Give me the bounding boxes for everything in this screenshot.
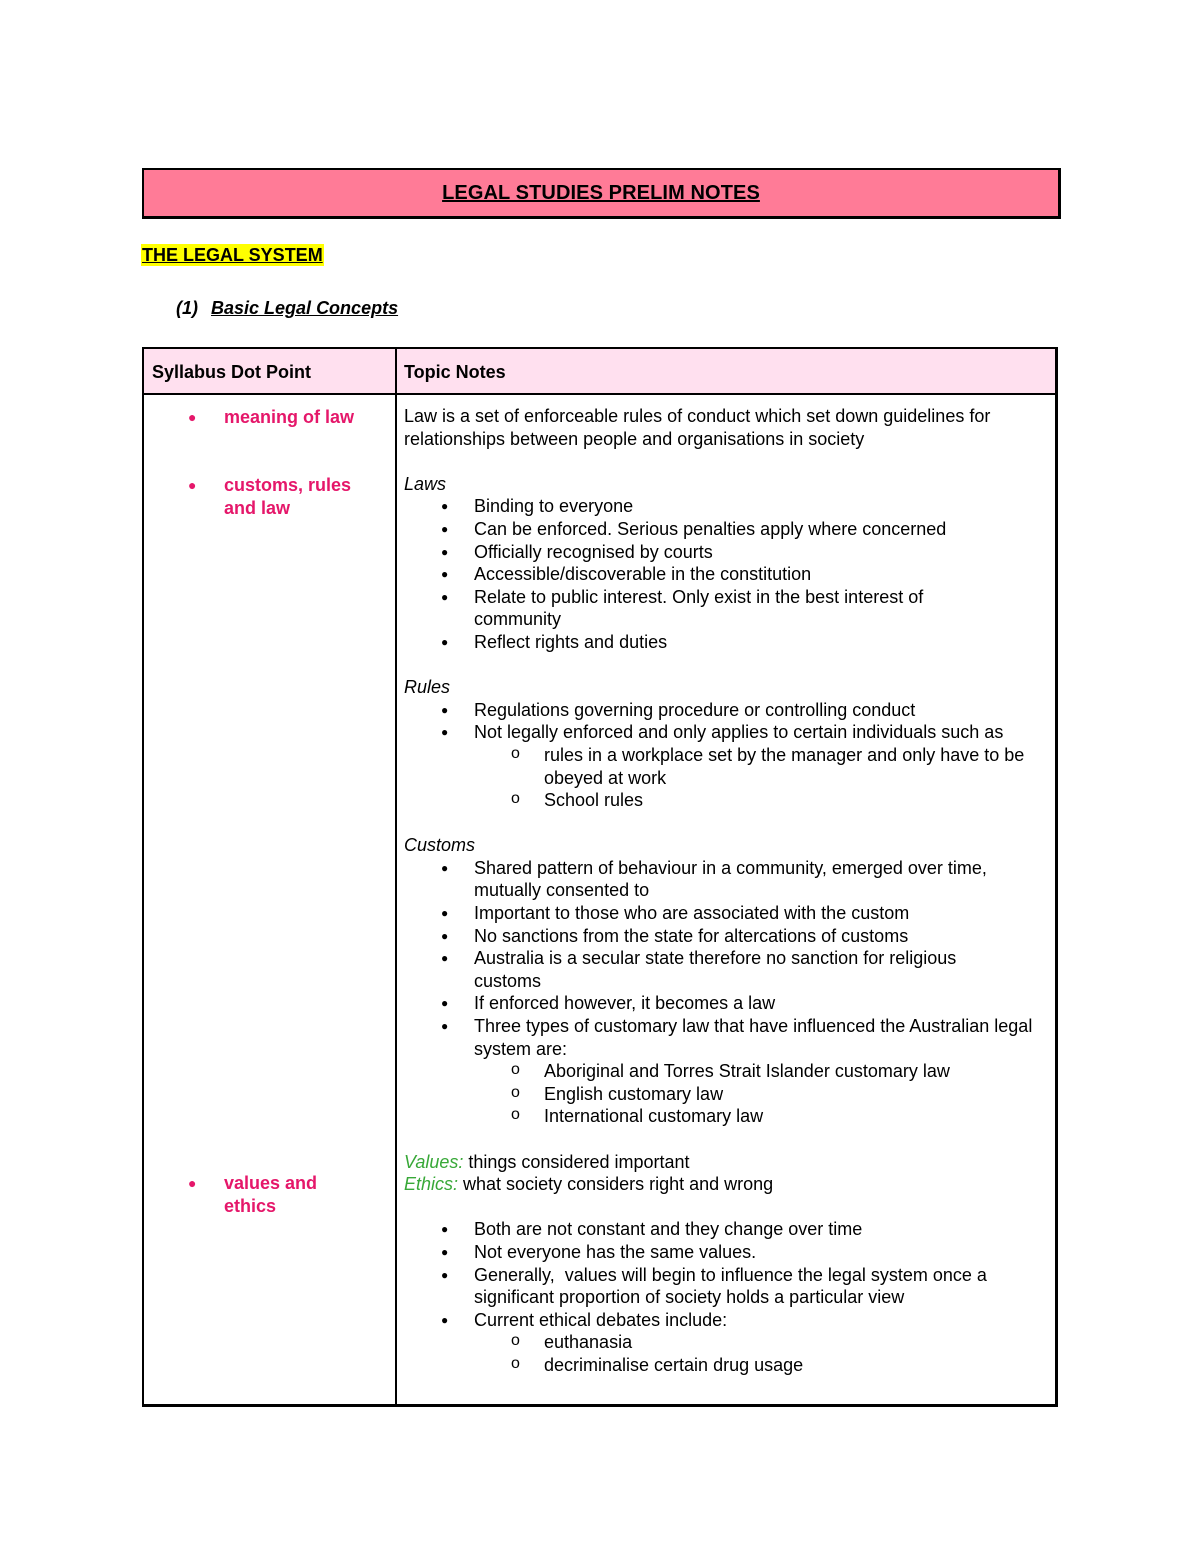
list-item: ● Both are not constant and they change over time <box>404 1218 1054 1241</box>
list-item <box>404 1015 1054 1128</box>
list-item: ● No sanctions from the state for altercations of customs <box>404 925 1054 948</box>
document-title: LEGAL STUDIES PRELIM NOTES <box>442 181 760 204</box>
values-definition <box>404 1151 1054 1174</box>
law-definition: Law is a set of enforceable rules of conduct which set down guidelines for relationships between people and organisations in society <box>404 406 991 449</box>
sub-list-item <box>404 1083 1054 1106</box>
sub-list-item <box>404 789 1034 812</box>
table-header-row <box>144 349 1055 395</box>
values-sublist <box>404 1331 1054 1376</box>
list-item: ● Important to those who are associated with the custom <box>404 902 1054 925</box>
list-item: ● Australia is a secular state therefore no sanction for religious customs <box>404 947 1054 992</box>
list-item <box>404 1309 1054 1377</box>
sub-list-item <box>404 1331 1054 1354</box>
document-title-box <box>142 168 1061 219</box>
dot-point-label: values and ethics <box>224 1173 318 1216</box>
rules-heading: Rules <box>404 677 451 698</box>
customs-heading: Customs <box>404 835 476 856</box>
dot-point-label: meaning of law <box>224 407 355 427</box>
list-item: ● Not everyone has the same values. <box>404 1241 1054 1264</box>
list-item: ● Generally, values will begin to influence the legal system once a significant proportion of society holds a particular view <box>404 1264 1054 1309</box>
laws-heading: Laws <box>404 473 447 494</box>
laws-list <box>404 495 1054 653</box>
header-topic-notes: Topic Notes <box>404 362 506 382</box>
sub-list-item-text: Aboriginal and Torres Strait Islander customary law <box>544 1061 950 1082</box>
customs-sublist <box>404 1060 1054 1128</box>
list-item: ● Regulations governing procedure or controlling conduct <box>404 699 1054 722</box>
list-item: ● Shared pattern of behaviour in a community, emerged over time, mutually consented to <box>404 857 1054 902</box>
list-item: ● Binding to everyone <box>404 495 1054 518</box>
list-item-text: Not legally enforced and only applies to certain individuals such as <box>474 722 1004 743</box>
subsection-title: Basic Legal Concepts <box>211 298 399 318</box>
values-definition-text: things considered important <box>463 1151 690 1172</box>
sub-list-item <box>404 744 1034 789</box>
customs-list <box>404 857 1054 1128</box>
sub-list-item-text: School rules <box>544 790 644 811</box>
list-item: ● Accessible/discoverable in the constitution <box>404 563 1054 586</box>
list-item-text: Three types of customary law that have influenced the Australian legal system are: <box>474 1016 1033 1059</box>
rules-list <box>404 699 1054 812</box>
ethics-definition-text: what society considers right and wrong <box>458 1174 774 1195</box>
sub-list-item-text: rules in a workplace set by the manager and only have to be obeyed at work <box>544 744 1025 788</box>
values-list <box>404 1218 1054 1376</box>
bullet-icon: ● <box>188 409 197 425</box>
list-item: ● If enforced however, it becomes a law <box>404 992 1054 1015</box>
list-item: ● Reflect rights and duties <box>404 631 1054 654</box>
sub-list-item-text: decriminalise certain drug usage <box>544 1354 804 1375</box>
sub-list-item <box>404 1060 1054 1083</box>
subsection-number: (1) <box>176 298 198 318</box>
values-term: Values: <box>404 1151 464 1172</box>
bullet-icon: ● <box>188 1175 197 1191</box>
topic-notes <box>404 405 1054 1377</box>
column-divider <box>395 349 397 1404</box>
ethics-definition <box>404 1173 1054 1196</box>
ethics-term: Ethics: <box>404 1174 459 1195</box>
list-item: ● Relate to public interest. Only exist in the best interest of community <box>404 586 1054 631</box>
sub-list-item-text: euthanasia <box>544 1332 633 1353</box>
section-heading: THE LEGAL SYSTEM <box>142 245 323 265</box>
header-syllabus-dot-point: Syllabus Dot Point <box>152 362 312 382</box>
dot-point-label: customs, rules and law <box>224 475 352 518</box>
list-item: ● Can be enforced. Serious penalties apply where concerned <box>404 518 1054 541</box>
sub-list-item <box>404 1354 1054 1377</box>
sub-list-item <box>404 1105 1054 1128</box>
notes-table <box>142 347 1058 1407</box>
sub-list-item-text: International customary law <box>544 1106 764 1127</box>
list-item: ● Officially recognised by courts <box>404 541 1054 564</box>
bullet-icon: ● <box>188 477 197 493</box>
list-item <box>404 721 1054 811</box>
rules-sublist <box>404 744 1034 812</box>
sub-list-item-text: English customary law <box>544 1083 724 1104</box>
list-item-text: Current ethical debates include: <box>474 1309 728 1330</box>
subsection-heading <box>176 297 398 319</box>
